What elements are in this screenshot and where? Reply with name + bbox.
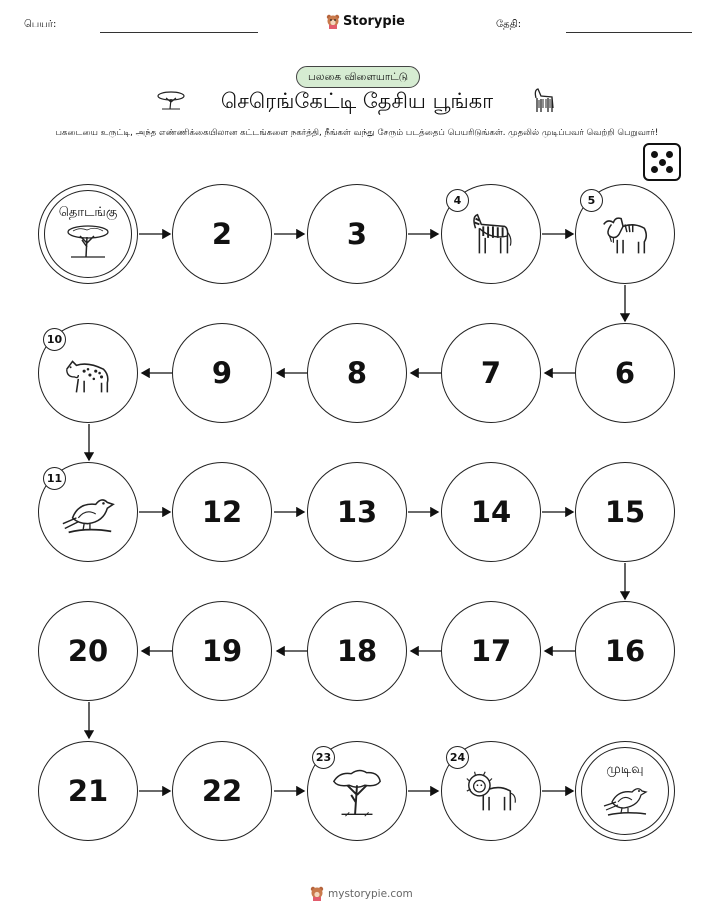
cell-number: 9 bbox=[211, 356, 233, 390]
board-cell-17[interactable] bbox=[441, 601, 541, 701]
cell-number: 2 bbox=[211, 217, 233, 251]
board-cell-12[interactable] bbox=[172, 462, 272, 562]
bird-icon bbox=[600, 780, 650, 820]
acacia-tree-icon bbox=[65, 223, 111, 261]
cell-number-badge: 4 bbox=[446, 189, 469, 212]
cell-number-badge: 23 bbox=[312, 746, 335, 769]
board-cell-22[interactable] bbox=[172, 741, 272, 841]
cell-number: 3 bbox=[346, 217, 368, 251]
cell-number: 7 bbox=[480, 356, 502, 390]
cell-number: 22 bbox=[201, 774, 243, 808]
page-title: செரெங்கேட்டி தேசிய பூங்கா bbox=[220, 89, 494, 113]
cell-number: 13 bbox=[336, 495, 378, 529]
board-cell-6[interactable] bbox=[575, 323, 675, 423]
cell-number: 16 bbox=[604, 634, 646, 668]
board-cell-2[interactable] bbox=[172, 184, 272, 284]
date-label: தேதி: bbox=[496, 19, 522, 30]
board-cell-16[interactable] bbox=[575, 601, 675, 701]
cell-number: 21 bbox=[67, 774, 109, 808]
hyena-icon bbox=[59, 346, 117, 408]
cell-number: 8 bbox=[346, 356, 368, 390]
footer-url: mystorypie.com bbox=[328, 887, 413, 900]
board-cell-14[interactable] bbox=[441, 462, 541, 562]
instructions: பகடையை உருட்டி, அந்த எண்ணிக்கையிலான கட்டங்களை நகர்த்தி, நீங்கள் வந்து சேரும் படத்தைப் பெயரிடுங்கள். முதலில் முடிப்பவர் வெற்றி பெறுவார்! bbox=[55, 128, 659, 138]
cell-number: 17 bbox=[470, 634, 512, 668]
board-cell-20[interactable] bbox=[38, 601, 138, 701]
start-cell[interactable] bbox=[38, 184, 138, 284]
board-cell-4[interactable] bbox=[441, 184, 541, 284]
cell-number-badge: 24 bbox=[446, 746, 469, 769]
cell-number: 15 bbox=[604, 495, 646, 529]
cell-number: 18 bbox=[336, 634, 378, 668]
cell-number-badge: 5 bbox=[580, 189, 603, 212]
cell-number-badge: 10 bbox=[43, 328, 66, 351]
board-cell-8[interactable] bbox=[307, 323, 407, 423]
board-cell-10[interactable] bbox=[38, 323, 138, 423]
cell-number: 6 bbox=[614, 356, 636, 390]
board-cell-11[interactable] bbox=[38, 462, 138, 562]
name-label: பெயர்: bbox=[24, 19, 57, 30]
footer bbox=[310, 886, 413, 901]
brand-name: Storypie bbox=[343, 14, 405, 29]
wildebeest-icon bbox=[596, 207, 654, 269]
board-cell-23[interactable] bbox=[307, 741, 407, 841]
board-cell-3[interactable] bbox=[307, 184, 407, 284]
board-cell-19[interactable] bbox=[172, 601, 272, 701]
board-game-badge: பலகை விளையாட்டு bbox=[296, 66, 420, 88]
board-cell-13[interactable] bbox=[307, 462, 407, 562]
board-cell-24[interactable] bbox=[441, 741, 541, 841]
board-cell-9[interactable] bbox=[172, 323, 272, 423]
finish-cell[interactable] bbox=[575, 741, 675, 841]
board-cell-7[interactable] bbox=[441, 323, 541, 423]
board-cell-21[interactable] bbox=[38, 741, 138, 841]
cell-number: 20 bbox=[67, 634, 109, 668]
cell-number: 12 bbox=[201, 495, 243, 529]
cell-number: 14 bbox=[470, 495, 512, 529]
board-cell-5[interactable] bbox=[575, 184, 675, 284]
start-label: தொடங்கு bbox=[58, 205, 118, 220]
board-cell-15[interactable] bbox=[575, 462, 675, 562]
zebra-icon bbox=[462, 207, 520, 269]
finish-label: முடிவு bbox=[606, 762, 644, 777]
cell-number-badge: 11 bbox=[43, 467, 66, 490]
bear-logo-icon bbox=[310, 886, 324, 901]
acacia-tree-icon bbox=[328, 764, 386, 826]
bird-icon bbox=[59, 485, 117, 547]
lion-icon bbox=[462, 764, 520, 826]
cell-number: 19 bbox=[201, 634, 243, 668]
board-cell-18[interactable] bbox=[307, 601, 407, 701]
